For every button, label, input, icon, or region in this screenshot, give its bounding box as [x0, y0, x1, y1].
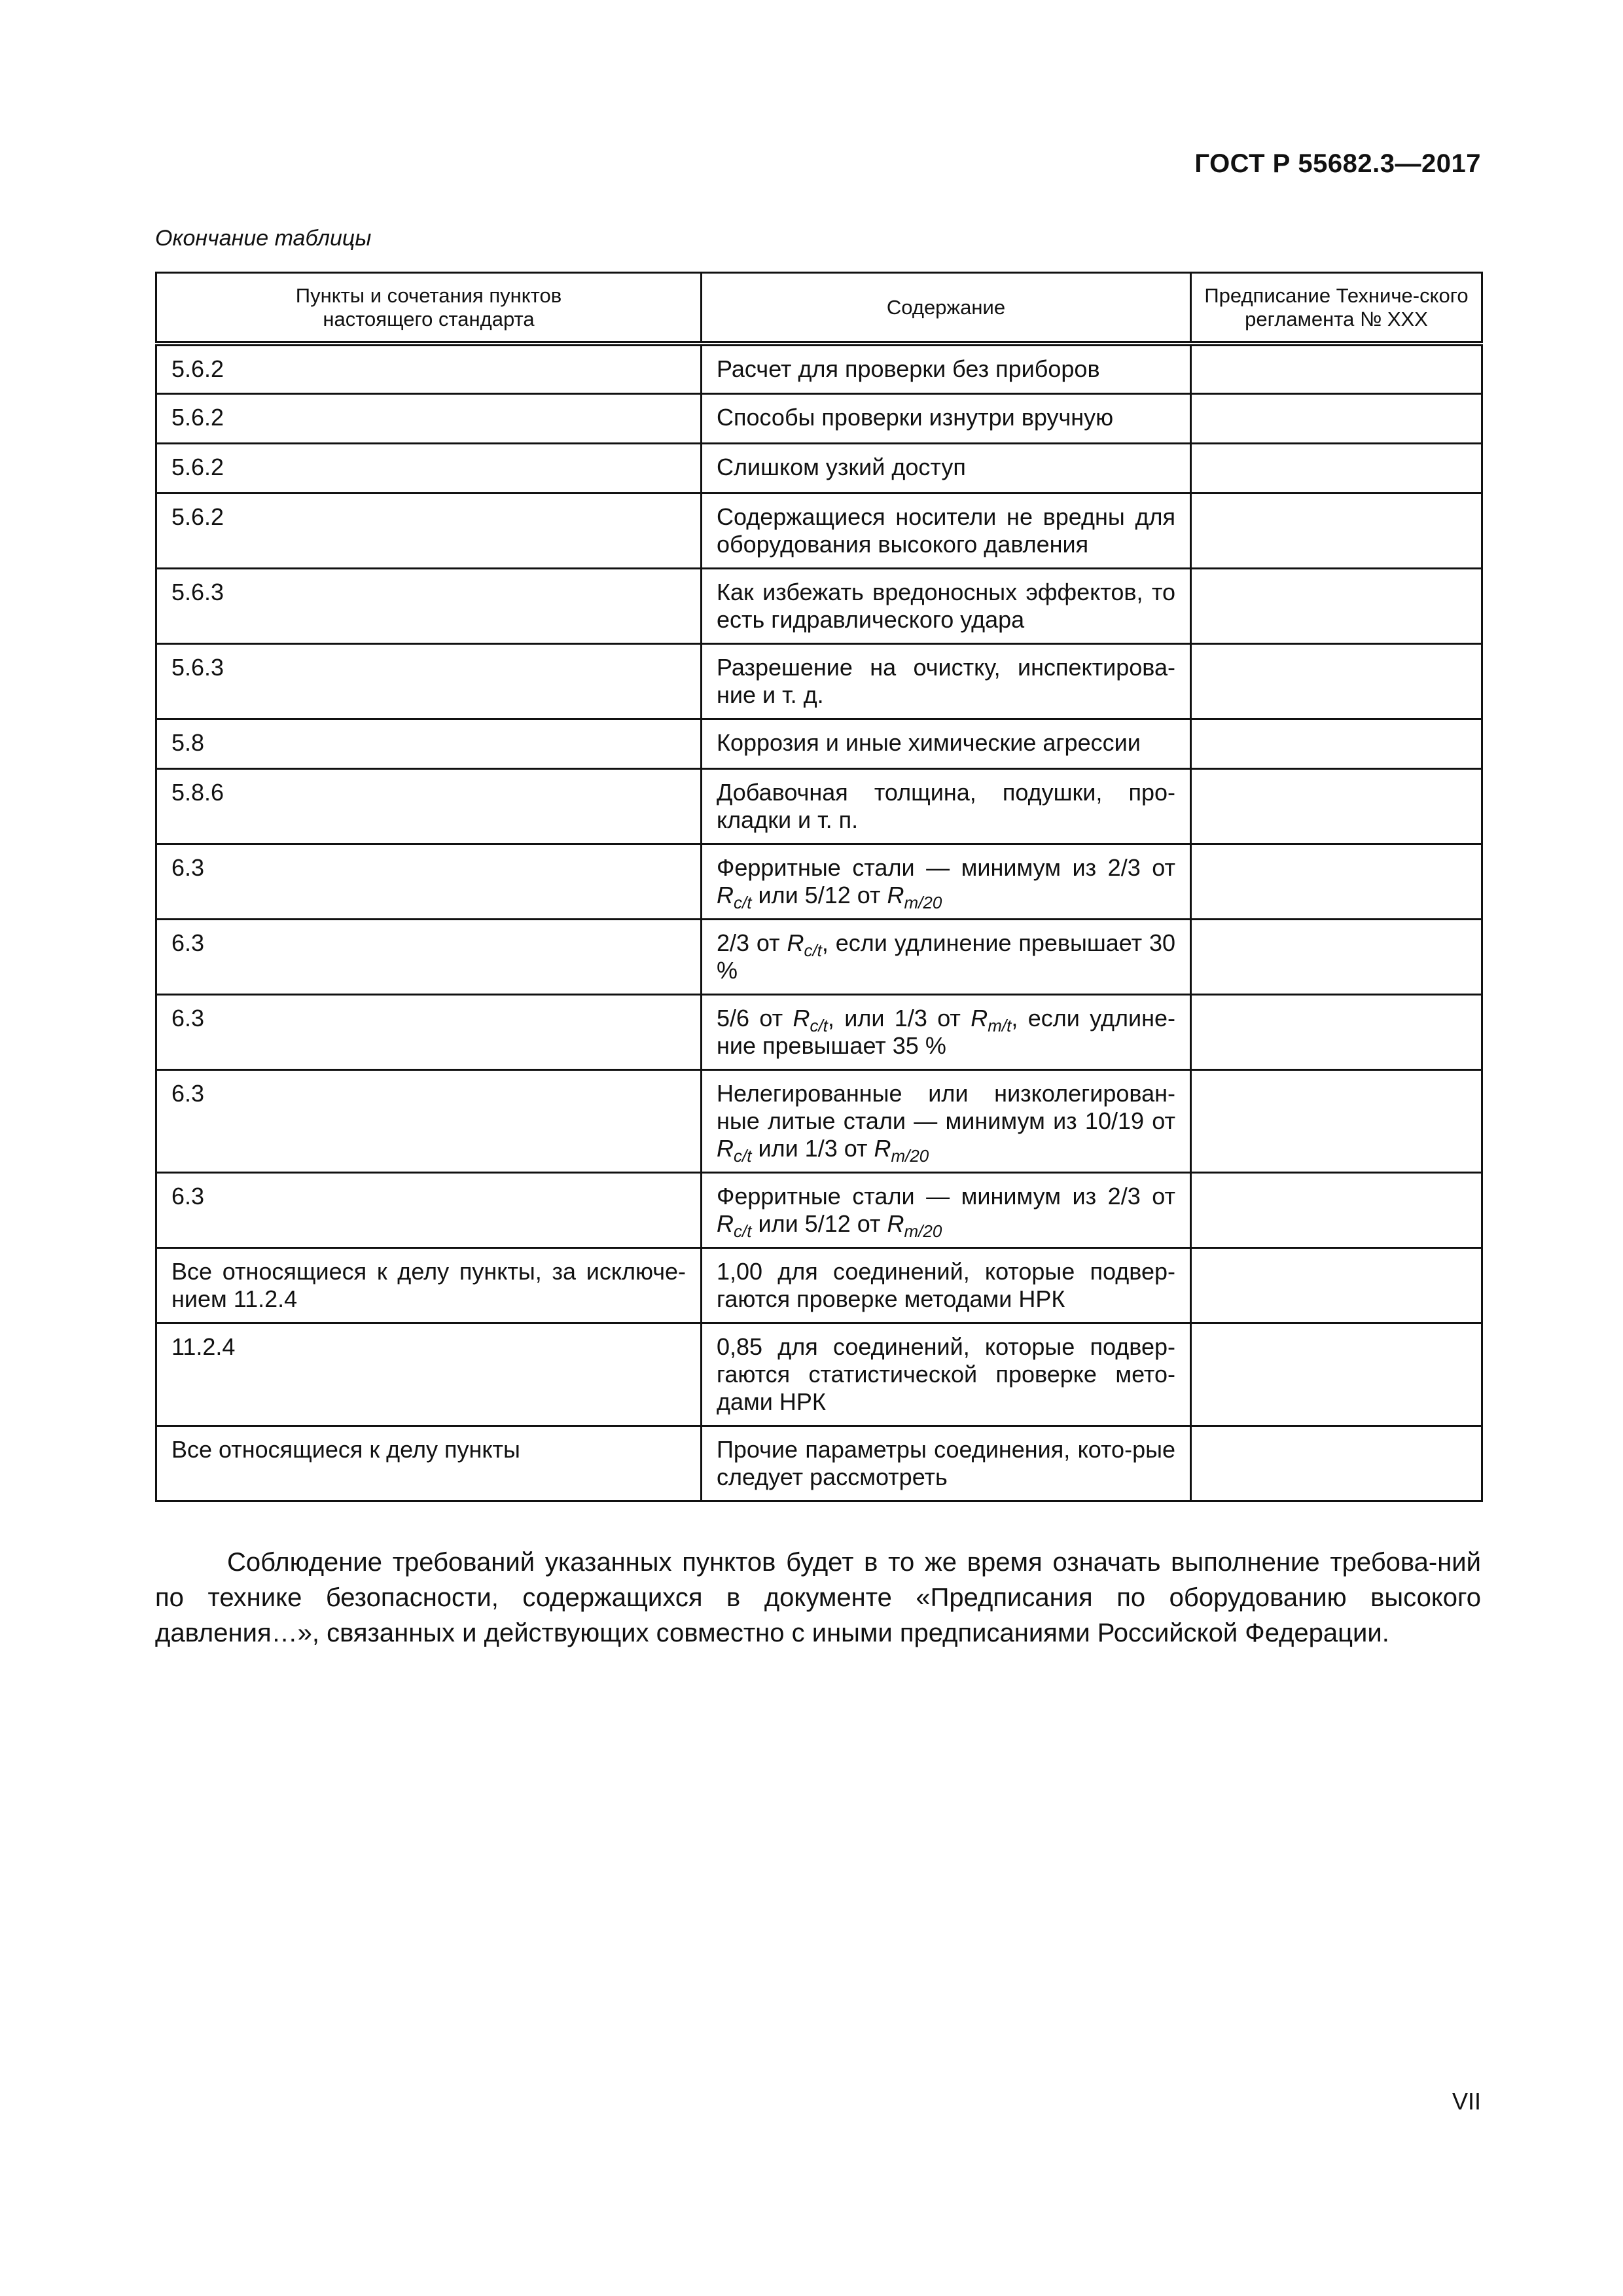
clause-cell: 6.3 — [156, 994, 702, 1069]
clause-cell: 6.3 — [156, 1069, 702, 1172]
content-cell: Слишком узкий доступ — [702, 443, 1191, 493]
table-row — [156, 443, 1482, 493]
prescription-cell — [1191, 768, 1482, 844]
content-cell: 0,85 для соединений, которые подвер-гаются статистической проверке мето-дами НРК — [702, 1323, 1191, 1426]
table-caption: Окончание таблицы — [155, 226, 372, 251]
formula-subscript: c/t — [734, 892, 752, 912]
column-header-clauses-label: Пункты и сочетания пунктов настоящего стандарта — [295, 283, 562, 331]
content-cell: Коррозия и иные химические агрессии — [702, 719, 1191, 768]
prescription-cell — [1191, 443, 1482, 493]
formula-symbol: R — [971, 1004, 988, 1031]
table-row — [156, 344, 1482, 393]
content-cell: Нелегированные или низколегирован-ные литые стали — минимум из 10/19 от $R_{c/t}$ или 1/3 от $R_{m/20}$ — [702, 1069, 1191, 1172]
formula-subscript: m/t — [988, 1015, 1012, 1035]
formula-symbol: R — [793, 1004, 810, 1031]
formula-symbol: R — [717, 1210, 734, 1237]
page-number: VII — [1452, 2088, 1481, 2115]
table-row — [156, 1323, 1482, 1426]
prescription-cell — [1191, 393, 1482, 443]
formula-subscript: m/20 — [891, 1145, 929, 1166]
table-row — [156, 768, 1482, 844]
formula-symbol: R — [887, 1210, 904, 1237]
table-row — [156, 919, 1482, 994]
formula-symbol: R — [874, 1134, 891, 1162]
formula-symbol: R — [717, 881, 734, 908]
table-row — [156, 719, 1482, 768]
formula-subscript: m/20 — [904, 1221, 942, 1241]
prescription-cell — [1191, 919, 1482, 994]
clause-cell: 5.8.6 — [156, 768, 702, 844]
content-cell: Ферритные стали — минимум из 2/3 от $R_{c/t}$ или 5/12 от $R_{m/20}$ — [702, 844, 1191, 919]
table-row — [156, 1426, 1482, 1501]
prescription-cell — [1191, 719, 1482, 768]
clause-cell: 6.3 — [156, 1172, 702, 1247]
clause-cell: Все относящиеся к делу пункты — [156, 1426, 702, 1501]
content-cell: 5/6 от $R_{c/t}$, или 1/3 от $R_{m/t}$, если удлине-ние превышает 35 % — [702, 994, 1191, 1069]
clause-cell: 5.6.3 — [156, 568, 702, 643]
table-row — [156, 568, 1482, 643]
clause-cell: 5.6.2 — [156, 493, 702, 568]
closing-paragraph: Соблюдение требований указанных пунктов будет в то же время означать выполнение требова-ний по технике безопасности, содержащихся в документе «Предписания по оборудованию высокого давления…», связанных и действующих совместно с иными предписаниями Российской Федерации. — [155, 1548, 1481, 1647]
clause-cell: 5.6.2 — [156, 393, 702, 443]
formula-subscript: m/20 — [904, 892, 942, 912]
formula-symbol: R — [717, 1134, 734, 1162]
column-header-content: Содержание — [702, 273, 1191, 344]
clause-cell: 5.8 — [156, 719, 702, 768]
table-row — [156, 994, 1482, 1069]
content-cell: Прочие параметры соединения, кото-рые следует рассмотреть — [702, 1426, 1191, 1501]
table-row — [156, 1069, 1482, 1172]
formula-subscript: c/t — [734, 1221, 752, 1241]
column-header-clauses — [156, 273, 702, 344]
prescription-cell — [1191, 643, 1482, 719]
formula-symbol: R — [787, 929, 804, 956]
prescription-cell — [1191, 1172, 1482, 1247]
clause-cell: 5.6.2 — [156, 443, 702, 493]
formula-subscript: c/t — [810, 1015, 828, 1035]
prescription-cell — [1191, 344, 1482, 393]
prescription-cell — [1191, 1069, 1482, 1172]
content-cell: Как избежать вредоносных эффектов, то есть гидравлического удара — [702, 568, 1191, 643]
prescription-cell — [1191, 1426, 1482, 1501]
prescription-cell — [1191, 1323, 1482, 1426]
content-cell: Разрешение на очистку, инспектирова-ние и т. д. — [702, 643, 1191, 719]
table-row — [156, 643, 1482, 719]
content-cell: Добавочная толщина, подушки, про-кладки и т. п. — [702, 768, 1191, 844]
requirements-table — [155, 272, 1483, 1502]
clause-cell: Все относящиеся к делу пункты, за исключе-нием 11.2.4 — [156, 1247, 702, 1323]
content-cell: 1,00 для соединений, которые подвер-гаются проверке методами НРК — [702, 1247, 1191, 1323]
prescription-cell — [1191, 844, 1482, 919]
clause-cell: 5.6.2 — [156, 344, 702, 393]
clause-cell: 5.6.3 — [156, 643, 702, 719]
content-cell: Способы проверки изнутри вручную — [702, 393, 1191, 443]
document-code: ГОСТ Р 55682.3—2017 — [1194, 149, 1481, 178]
table-row — [156, 493, 1482, 568]
prescription-cell — [1191, 568, 1482, 643]
clause-cell: 6.3 — [156, 919, 702, 994]
content-cell: Расчет для проверки без приборов — [702, 344, 1191, 393]
table-row — [156, 844, 1482, 919]
clause-cell: 11.2.4 — [156, 1323, 702, 1426]
content-cell: Ферритные стали — минимум из 2/3 от $R_{c/t}$ или 5/12 от $R_{m/20}$ — [702, 1172, 1191, 1247]
clause-cell: 6.3 — [156, 844, 702, 919]
table-row — [156, 1172, 1482, 1247]
formula-symbol: R — [887, 881, 904, 908]
table-row — [156, 393, 1482, 443]
formula-subscript: c/t — [804, 940, 822, 960]
prescription-cell — [1191, 994, 1482, 1069]
column-header-prescription: Предписание Техниче-ского регламента № XXX — [1191, 273, 1482, 344]
table-header-row — [156, 273, 1482, 344]
content-cell: 2/3 от $R_{c/t}$, если удлинение превышает 30 % — [702, 919, 1191, 994]
formula-subscript: c/t — [734, 1145, 752, 1166]
content-cell: Содержащиеся носители не вредны для оборудования высокого давления — [702, 493, 1191, 568]
prescription-cell — [1191, 1247, 1482, 1323]
table-row — [156, 1247, 1482, 1323]
prescription-cell — [1191, 493, 1482, 568]
